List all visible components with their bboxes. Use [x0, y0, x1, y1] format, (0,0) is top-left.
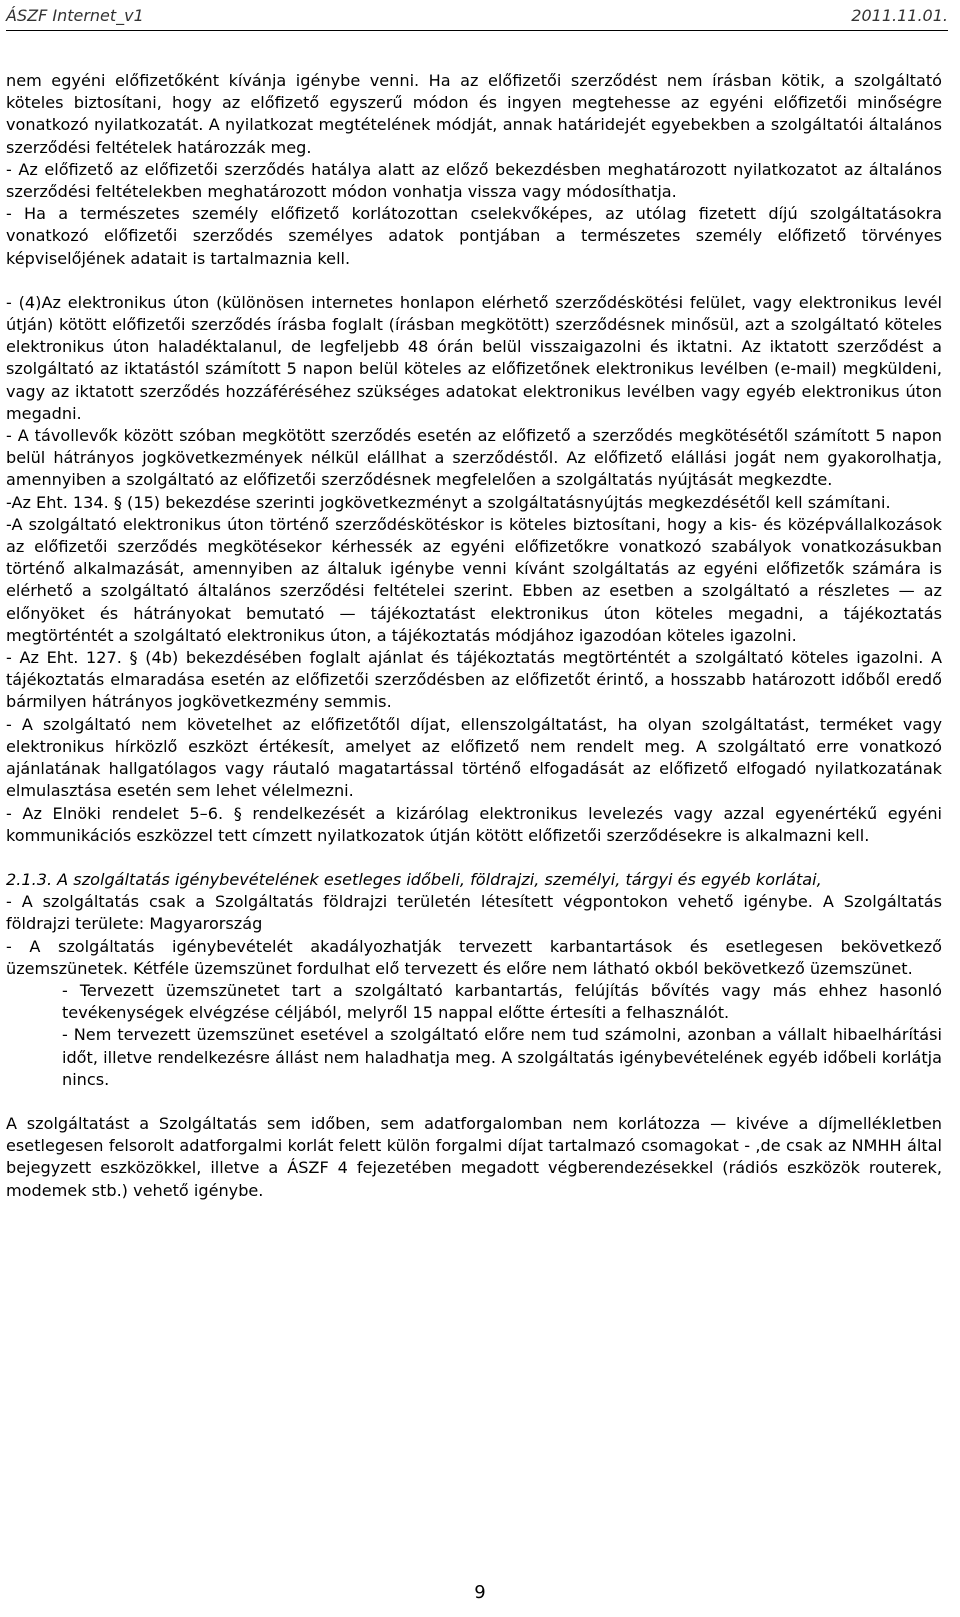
paragraph: - Az Eht. 127. § (4b) bekezdésében foglalt ajánlat és tájékoztatás megtörténtét a szolgáltató köteles igazolni. A tájékoztatás elmaradása esetén az előfizetői szerződésben az előfizetőt érintő, a hosszabb határozott időből eredő bármilyen hátrányos jogkövetkezmény semmis.	[6, 648, 942, 712]
paragraph: nem egyéni előfizetőként kívánja igénybe venni. Ha az előfizetői szerződést nem írásban kötik, a szolgáltató köteles biztosítani, hogy az előfizető egyszerű módon és ingyen megtehesse az egyéni előfizetői minőségre vonatkozó nyilatkozatát. A nyilatkozat megtételének módját, annak határidejét egyebekben a szolgáltatói általános szerződési feltételek határozzák meg.	[6, 71, 942, 157]
indented-item: - Tervezett üzemszünetet tart a szolgáltató karbantartás, felújítás bővítés vagy más ehhez hasonló tevékenységek elvégzése céljából, melyről 15 nappal előtte értesíti a felhasználót.	[62, 980, 942, 1023]
spacer	[6, 1091, 942, 1113]
spacer	[6, 847, 942, 869]
closing-paragraph: A szolgáltatást a Szolgáltatás sem időben, sem adatforgalomban nem korlátozza — kivéve a díjmellékletben esetlegesen felsorolt adatforgalmi korlát felett külön forgalmi díjat tartalmazó csomagokat - ,de csak az NMHH által bejegyzett eszközökkel, illetve a ÁSZF 4 fejezetében megadott végberendezésekkel (rádiós eszközök routerek, modemek stb.) vehető igénybe.	[6, 1113, 942, 1200]
paragraph: - A távollevők között szóban megkötött szerződés esetén az előfizető a szerződés megkötésétől számított 5 napon belül hátrányos jogkövetkezmények nélkül elállhat a szerződéstől. Az előfizető elállási jogát nem gyakorolhatja, amennyiben a szolgáltató az előfizetői szerződésnek megfelelően a szolgáltatás nyújtását megkezdte.	[6, 426, 942, 490]
header-divider	[6, 30, 948, 31]
paragraph: -A szolgáltató elektronikus úton történő szerződéskötéskor is köteles biztosítani, hogy a kis- és középvállalkozások az előfizetői szerződés megkötésekor kérhessék az egyéni előfizetőkre vonatkozó szabályok vonatkozásukban történő alkalmazását, amennyiben az általuk igénybe venni kívánt szolgáltatás az egyéni előfizetők számára is elérhető a szolgáltató általános szerződési feltételei szerint. Ebben az esetben a szolgáltató a részletes — az előnyöket és hátrányokat bemutató — tájékoztatást elektronikus úton köteles megadni, a tájékoztatás megtörténtét a szolgáltató elektronikus úton, a tájékoztatás módjához igazodóan köteles igazolni.	[6, 514, 942, 645]
spacer	[6, 270, 942, 292]
document-title: ÁSZF Internet_v1	[6, 6, 144, 25]
paragraph: -Az Eht. 134. § (15) bekezdése szerinti jogkövetkezményt a szolgáltatásnyújtás megkezdésétől kell számítani.	[6, 492, 891, 512]
document-body	[6, 70, 942, 1202]
paragraph: - Az előfizető az előfizetői szerződés hatálya alatt az előző bekezdésben meghatározott nyilatkozatot az általános szerződési feltételekben meghatározott módon vonhatja vissza vagy módosíthatja.	[6, 159, 942, 202]
paragraph: - Az Elnöki rendelet 5–6. § rendelkezését a kizárólag elektronikus levelezés vagy azzal egyenértékű egyéni kommunikációs eszközzel tett címzett nyilatkozatok útján kötött előfizetői szerződésekre is alkalmazni kell.	[6, 803, 942, 845]
section-heading: 2.1.3. A szolgáltatás igénybevételének esetleges időbeli, földrajzi, személyi, tárgyi és egyéb korlátai,	[6, 869, 822, 889]
page-number: 9	[474, 1582, 486, 1603]
page-header	[6, 6, 948, 30]
document-date: 2011.11.01.	[851, 6, 948, 25]
paragraph: - A szolgáltatás csak a Szolgáltatás földrajzi területén létesített végpontokon vehető igénybe. A Szolgáltatás földrajzi területe: Magyarország	[6, 892, 942, 934]
paragraph: - (4)Az elektronikus úton (különösen internetes honlapon elérhető szerződéskötési felület, vagy elektronikus levél útján) kötött előfizetői szerződés írásba foglalt (írásban megkötött) szerződésnek minősül, azt a szolgáltató köteles elektronikus úton haladéktalanul, de legfeljebb 48 órán belül visszaigazolni és iktatni. Az iktatott szerződést a szolgáltató az iktatástól számított 5 napon belül köteles az előfizetőnek elektronikus levélben (e-mail) megküldeni, vagy az iktatott szerződés hozzáféréséhez szükséges adatokat elektronikus levélben vagy egyéb elektronikus úton megadni.	[6, 292, 942, 423]
paragraph: - A szolgáltatás igénybevételét akadályozhatják tervezett karbantartások és esetlegesen bekövetkező üzemszünetek. Kétféle üzemszünet fordulhat elő tervezett és előre nem látható okból bekövetkező üzemszünet.	[6, 936, 942, 978]
paragraph: - A szolgáltató nem követelhet az előfizetőtől díjat, ellenszolgáltatást, ha olyan szolgáltatást, terméket vagy elektronikus hírközlő eszközt értékesít, amelyet az előfizető nem rendelt meg. A szolgáltató erre vonatkozó ajánlatának hallgatólagos vagy ráutaló magatartással történő elfogadását az előfizető elfogadó nyilatkozatának elmulasztása esetén sem lehet vélelmezni.	[6, 714, 942, 801]
paragraph: - Ha a természetes személy előfizető korlátozottan cselekvőképes, az utólag fizetett díjú szolgáltatásokra vonatkozó előfizetői szerződés személyes adatok pontjában a természetes személy előfizető törvényes képviselőjének adatait is tartalmaznia kell.	[6, 204, 942, 268]
indented-item: - Nem tervezett üzemszünet esetével a szolgáltató előre nem tud számolni, azonban a vállalt hibaelhárítási időt, illetve rendelkezésre állást nem haladhatja meg. A szolgáltatás igénybevételének egyéb időbeli korlátja nincs.	[62, 1025, 942, 1089]
